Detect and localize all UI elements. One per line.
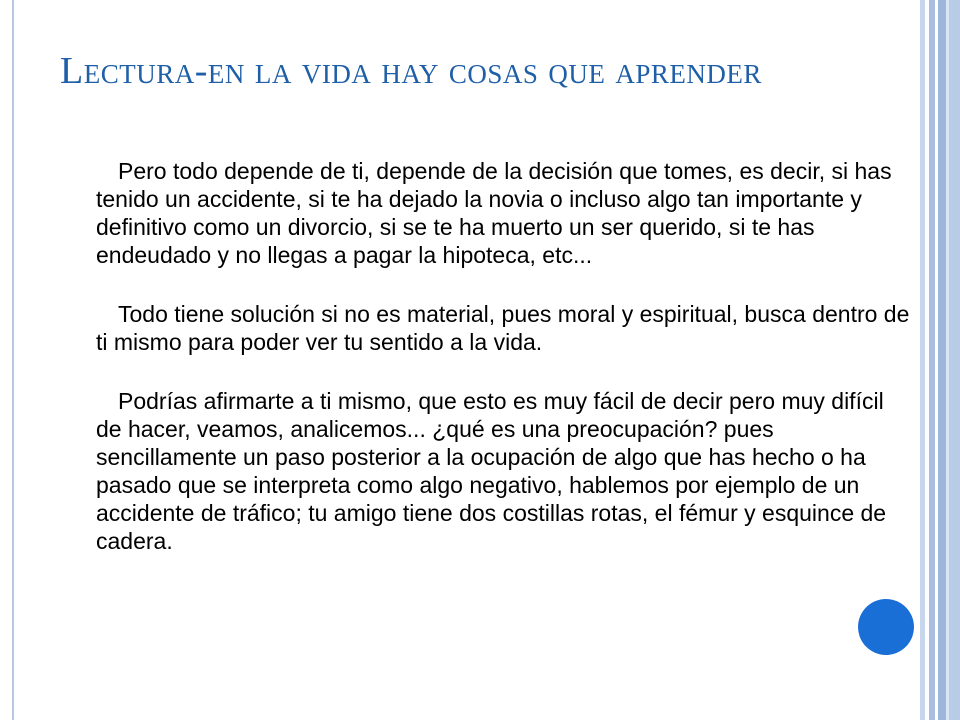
stripe [949,0,960,720]
stripe [938,0,946,720]
paragraph-2: Todo tiene solución si no es material, pues moral y espiritual, busca dentro de ti mismo para poder ver tu sentido a la vida. [96,301,910,355]
left-frame-line [12,0,14,720]
accent-circle-decoration [858,599,914,655]
right-decorative-stripes [920,0,960,720]
slide-body [96,157,910,555]
paragraph-1: Pero todo depende de ti, depende de la decisión que tomes, es decir, si has tenido un accidente, si te ha dejado la novia o incluso algo tan importante y definitivo como un divorcio, si se te ha muerto un ser querido, si te has endeudado y no llegas a pagar la hipoteca, etc... [96,158,892,268]
slide-title: Lectura-en la vida hay cosas que aprender [60,50,762,92]
paragraph-3: Podrías afirmarte a ti mismo, que esto es muy fácil de decir pero muy difícil de hacer, veamos, analicemos... ¿qué es una preocupación? pues sencillamente un paso posterior a la ocupación de algo que has hecho o ha pasado que se interpreta como algo negativo, hablemos por ejemplo de un accidente de tráfico; tu amigo tiene dos costillas rotas, el fémur y esquince de cadera. [96,388,887,554]
